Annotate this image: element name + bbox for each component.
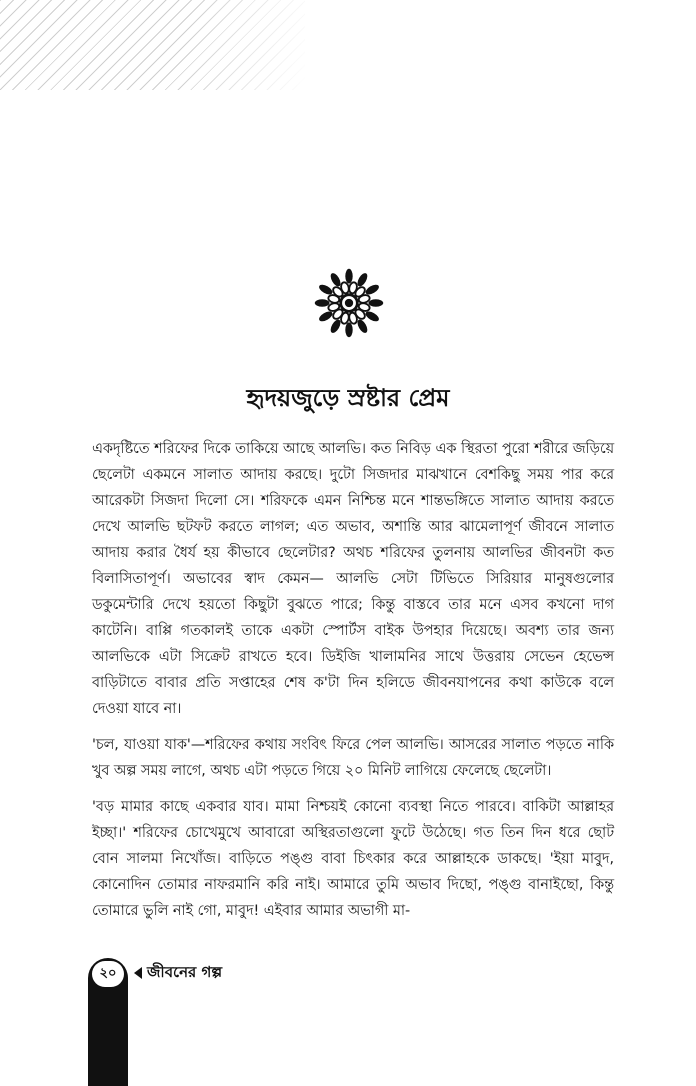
page-number: ২০ [92, 961, 124, 987]
body-text [92, 436, 614, 934]
corner-hatch-pattern [0, 0, 305, 90]
running-footer [134, 960, 222, 986]
paragraph: 'চল, যাওয়া যাক'—শরিফের কথায় সংবিৎ ফিরে পেল আলভি। আসরের সালাত পড়তে নাকি খুব অল্প সময় লাগে, অথচ এটা পড়তে গিয়ে ২০ মিনিট লাগিয়ে ফেলেছে ছেলেটা। [92, 737, 614, 779]
book-title: জীবনের গল্প [147, 962, 223, 981]
left-triangle-icon [134, 967, 142, 979]
paragraph: একদৃষ্টিতে শরিফের দিকে তাকিয়ে আছে আলভি। কত নিবিড় এক স্থিরতা পুরো শরীরে জড়িয়ে ছেলেটা একমনে সালাত আদায় করছে। দুটো সিজদার মাঝখানে বেশকিছু সময় পার করে আরেকটা সিজদা দিলো সে। শরিফকে এমন নিশ্চিন্ত মনে শান্তভঙ্গিতে সালাত আদায় করতে দেখে আলভি ছটফট করতে লাগল; এত অভাব, অশান্তি আর ঝামেলাপূর্ণ জীবনে সালাত আদায় করার ধৈর্য হয় কীভাবে ছেলেটার? অথচ শরিফের তুলনায় আলভির জীবনটা কত বিলাসিতাপূর্ণ। অভাবের স্বাদ কেমন— আলভি সেটা টিভিতে সিরিয়ার মানুষগুলোর ডকুমেন্টারি দেখে হয়তো কিছুটা বুঝতে পারে; কিন্তু বাস্তবে তার মনে এসব কখনো দাগ কাটেনি। বাপ্পি গতকালই তাকে একটা স্পোর্টস বাইক উপহার দিয়েছে। অবশ্য তার জন্য আলভিকে এটা সিক্রেট রাখতে হবে। ডিইজি খালামনির সাথে উত্তরায় সেভেন হেভেন্স বাড়িটাতে বাবার প্রতি সপ্তাহের শেষ ক'টা দিন হলিডে জীবনযাপনের কথা কাউকে বলে দেওয়া যাবে না। [92, 441, 614, 717]
mandala-flower-icon [312, 266, 386, 340]
paragraph: 'বড় মামার কাছে একবার যাব। মামা নিশ্চয়ই কোনো ব্যবস্থা নিতে পারবে। বাকিটা আল্লাহর ইচ্ছা।' শরিফের চোখেমুখে আবারো অস্থিরতাগুলো ফুটে উঠেছে। গত তিন দিন ধরে ছোট বোন সালমা নিখোঁজ। বাড়িতে পঙ্গু বাবা চিৎকার করে আল্লাহকে ডাকছে। 'ইয়া মাবুদ, কোনোদিন তোমার নাফরমানি করি নাই। আমারে তুমি অভাব দিছো, পঙ্গু বানাইছো, কিন্তু তোমারে ভুলি নাই গো, মাবুদ! এইবার আমার অভাগী মা- [92, 799, 614, 919]
chapter-title: হৃদয়জুড়ে স্রষ্টার প্রেম [246, 384, 450, 412]
